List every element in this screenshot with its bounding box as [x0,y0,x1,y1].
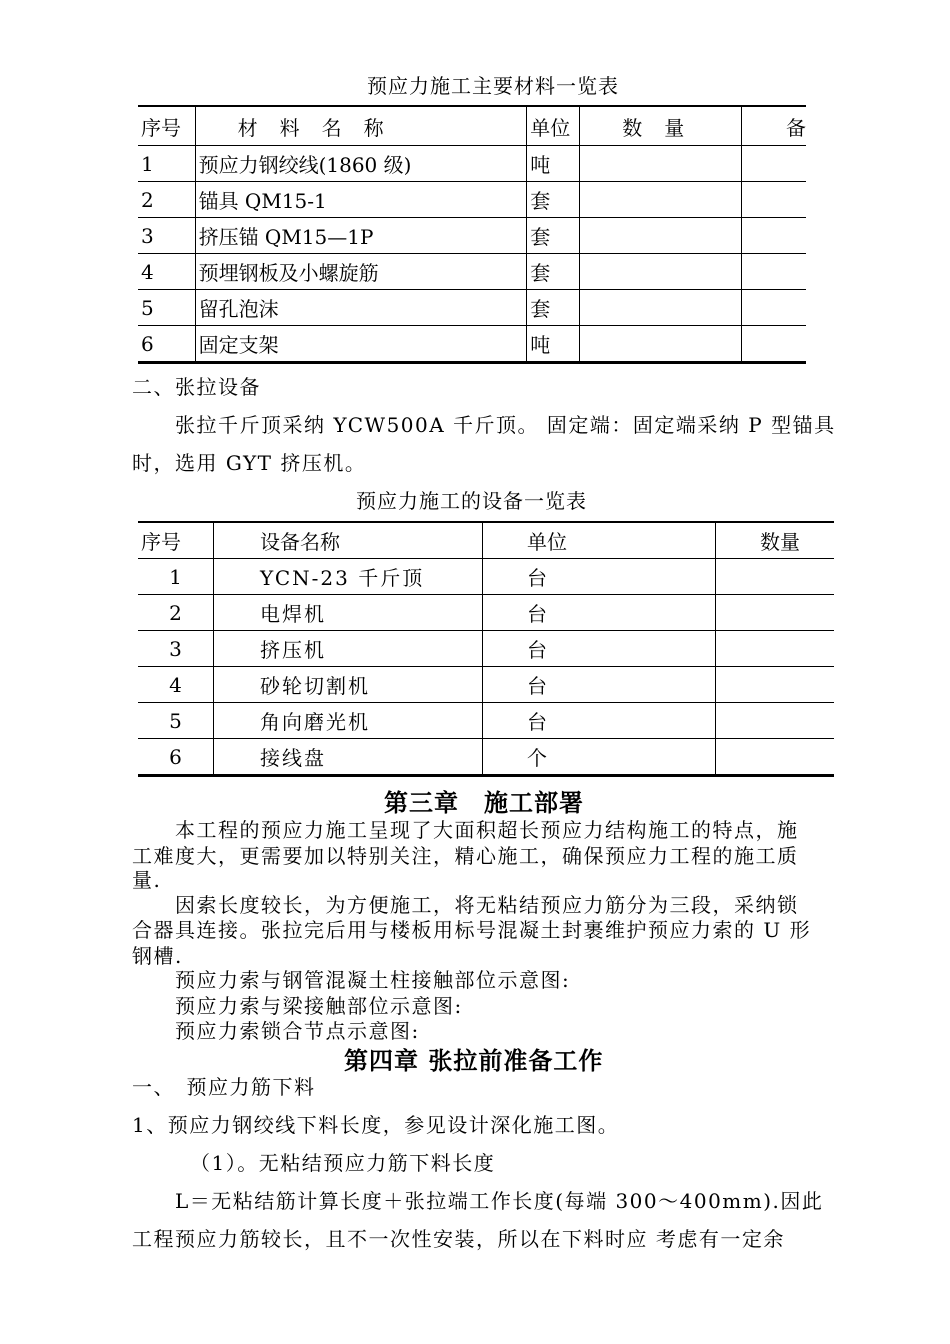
col-header-index: 序号 [138,522,214,559]
paragraph-line: 工程预应力筋较长，且不一次性安装，所以在下料时应 考虑有一定余 [132,1227,785,1251]
cell-unit: 套 [527,254,580,290]
paragraph-line: 钢槽. [132,944,183,968]
cell-material: 挤压锚 QM15—1P [195,218,527,254]
cell-index: 3 [138,631,214,667]
cell-quantity [580,182,742,218]
cell-unit: 台 [483,631,716,667]
table-row [138,146,806,182]
cell-unit: 台 [483,703,716,739]
table-row [138,254,806,290]
table-header-row [138,522,834,559]
table-row [138,290,806,326]
figure-caption: 预应力索与梁接触部位示意图: [175,994,463,1018]
section-heading-tension-equipment: 二、张拉设备 [132,375,261,399]
paragraph-line: 量. [132,868,162,892]
cell-remark [742,218,807,254]
col-header-unit: 单位 [483,522,716,559]
cell-equipment: 挤压机 [214,631,483,667]
cell-unit: 套 [527,218,580,254]
cell-unit: 套 [527,182,580,218]
cell-remark [742,146,807,182]
cell-index: 4 [138,254,195,290]
table-row [138,631,834,667]
cell-index: 1 [138,559,214,595]
cell-equipment: 砂轮切割机 [214,667,483,703]
table1-title: 预应力施工主要材料一览表 [367,74,619,98]
section-heading-cutting: 一、 预应力筋下料 [132,1075,316,1099]
table-row [138,559,834,595]
cell-quantity [580,218,742,254]
col-header-unit: 单位 [527,106,580,146]
cell-material: 固定支架 [195,326,527,363]
cell-index: 5 [138,290,195,326]
cell-quantity [716,667,835,703]
cell-index: 6 [138,326,195,363]
col-header-quantity: 数量 [716,522,835,559]
cell-index: 6 [138,739,214,776]
paragraph-line: 工难度大，更需要加以特别关注，精心施工，确保预应力工程的施工质 [132,844,799,868]
cell-unit: 台 [483,559,716,595]
table-row [138,703,834,739]
cell-quantity [716,631,835,667]
table-row [138,326,806,363]
cell-material: 留孔泡沫 [195,290,527,326]
figure-caption: 预应力索锁合节点示意图: [175,1019,420,1043]
col-header-index: 序号 [138,106,195,146]
paragraph-line: 时，选用 GYT 挤压机。 [132,451,367,475]
cell-material: 锚具 QM15-1 [195,182,527,218]
table-row [138,218,806,254]
cell-remark [742,290,807,326]
cell-unit: 吨 [527,146,580,182]
cell-index: 5 [138,703,214,739]
formula-line: L＝无粘结筋计算长度＋张拉端工作长度(每端 300～400mm).因此 [175,1189,824,1213]
cell-index: 2 [138,182,195,218]
cell-material: 预应力钢绞线(1860 级) [195,146,527,182]
cell-remark [742,182,807,218]
paragraph-line: 因索长度较长，为方便施工，将无粘结预应力筋分为三段，采纳锁 [175,893,799,917]
cell-quantity [716,559,835,595]
table-row [138,739,834,776]
paragraph-line: 1、预应力钢绞线下料长度，参见设计深化施工图。 [132,1113,620,1137]
col-header-equipment-name: 设备名称 [214,522,483,559]
materials-table [138,105,806,364]
col-header-material-name: 材料名称 [195,106,527,146]
col-header-remark: 备 [742,106,807,146]
cell-index: 2 [138,595,214,631]
cell-quantity [580,290,742,326]
cell-quantity [580,326,742,363]
cell-unit: 吨 [527,326,580,363]
cell-quantity [716,595,835,631]
paragraph-line: 张拉千斤顶采纳 YCW500A 千斤顶。 固定端：固定端采纳 P 型锚具 [175,413,836,437]
cell-index: 3 [138,218,195,254]
cell-material: 预埋钢板及小螺旋筋 [195,254,527,290]
cell-quantity [716,739,835,776]
chapter4-title: 第四章 张拉前准备工作 [344,1046,604,1075]
cell-unit: 个 [483,739,716,776]
cell-quantity [580,254,742,290]
cell-quantity [716,703,835,739]
table-row [138,667,834,703]
table-row [138,182,806,218]
figure-caption: 预应力索与钢管混凝土柱接触部位示意图: [175,968,571,992]
cell-equipment: 电焊机 [214,595,483,631]
chapter3-title: 第三章 施工部署 [384,788,584,817]
cell-unit: 台 [483,667,716,703]
equipment-table [138,521,834,777]
cell-equipment: 角向磨光机 [214,703,483,739]
cell-equipment: YCN-23 千斤顶 [214,559,483,595]
paragraph-line: （1）。无粘结预应力筋下料长度 [190,1151,496,1175]
paragraph-line: 本工程的预应力施工呈现了大面积超长预应力结构施工的特点，施 [175,818,799,842]
paragraph-line: 合器具连接。张拉完后用与楼板用标号混凝土封裹维护预应力索的 U 形 [132,918,812,942]
cell-equipment: 接线盘 [214,739,483,776]
cell-quantity [580,146,742,182]
cell-remark [742,254,807,290]
col-header-quantity: 数量 [580,106,742,146]
cell-index: 4 [138,667,214,703]
cell-unit: 套 [527,290,580,326]
cell-unit: 台 [483,595,716,631]
cell-index: 1 [138,146,195,182]
table-header-row [138,106,806,146]
table2-title: 预应力施工的设备一览表 [356,489,587,513]
cell-remark [742,326,807,363]
table-row [138,595,834,631]
